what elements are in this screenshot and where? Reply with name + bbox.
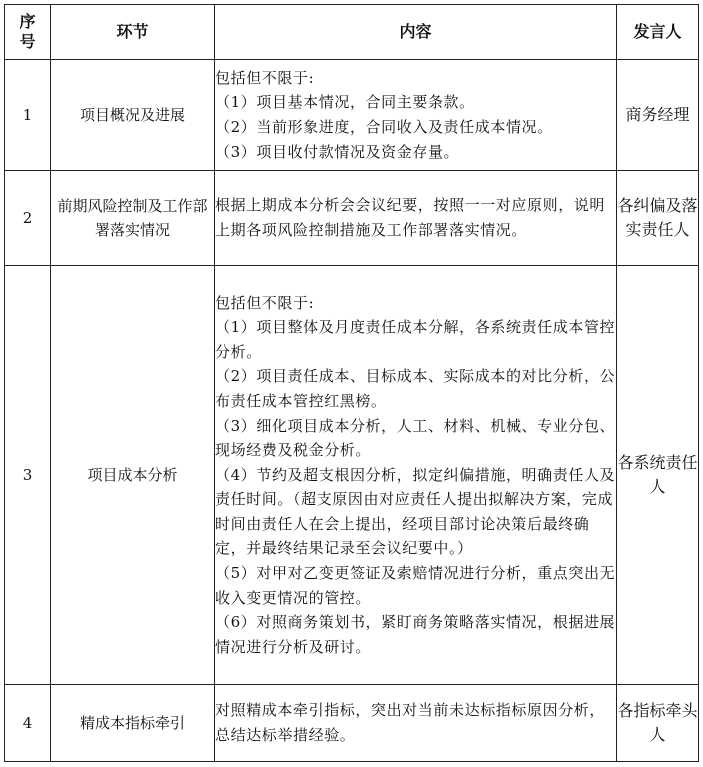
content-line: （1）项目基本情况，合同主要条款。 bbox=[215, 93, 475, 112]
table-row bbox=[5, 266, 699, 685]
table-row bbox=[5, 60, 699, 171]
content-line: 对照精成本牵引指标，突出对当前未达标指标原因分析，总结达标举措经验。 bbox=[215, 701, 606, 744]
header-row bbox=[5, 5, 699, 60]
row-no: 4 bbox=[5, 685, 51, 762]
content-line: （2）项目责任成本、目标成本、实际成本的对比分析，公布责任成本管控红黑榜。 bbox=[215, 367, 616, 410]
content-line: （5）对甲对乙变更签证及索赔情况进行分析，重点突出无收入变更情况的管控。 bbox=[215, 564, 616, 607]
table-row bbox=[5, 171, 699, 266]
content-line: （3）细化项目成本分析，人工、材料、机械、专业分包、现场经费及税金分析。 bbox=[215, 416, 616, 460]
row-content bbox=[215, 685, 617, 762]
header-speaker: 发言人 bbox=[617, 5, 699, 60]
row-speaker: 商务经理 bbox=[617, 60, 699, 171]
row-speaker: 各指标牵头人 bbox=[617, 685, 699, 762]
row-no: 2 bbox=[5, 171, 51, 266]
row-stage: 项目成本分析 bbox=[51, 266, 215, 685]
content-line: （3）项目收付款情况及资金存量。 bbox=[215, 142, 460, 161]
table-row bbox=[5, 685, 699, 762]
row-no: 3 bbox=[5, 266, 51, 685]
row-stage: 前期风险控制及工作部署落实情况 bbox=[51, 171, 215, 266]
agenda-table bbox=[4, 4, 699, 762]
row-content bbox=[215, 171, 617, 266]
row-stage: 项目概况及进展 bbox=[51, 60, 215, 171]
content-line: （1）项目整体及月度责任成本分解，各系统责任成本管控分析。 bbox=[215, 318, 616, 361]
content-line: （2）当前形象进度，合同收入及责任成本情况。 bbox=[215, 118, 553, 136]
header-content: 内容 bbox=[215, 5, 617, 60]
header-stage: 环节 bbox=[51, 5, 215, 60]
content-line: 根据上期成本分析会会议纪要，按照一一对应原则，说明上期各项风险控制措施及工作部署落实情况。 bbox=[215, 196, 606, 239]
row-stage: 精成本指标牵引 bbox=[51, 685, 215, 762]
row-content bbox=[215, 60, 617, 171]
content-line: （4）节约及超支根因分析，拟定纠偏措施，明确责任人及责任时间。（超支原因由对应责任人提出拟解决方案，完成时间由责任人在会上提出，经项目部讨论决策后最终确定，并最终结果记录至会议纪要中。） bbox=[215, 465, 616, 558]
content-line: 包括但不限于: bbox=[215, 68, 315, 87]
header-no: 序号 bbox=[5, 5, 51, 60]
row-speaker: 各纠偏及落实责任人 bbox=[617, 171, 699, 266]
row-content bbox=[215, 266, 617, 685]
row-speaker: 各系统责任人 bbox=[617, 266, 699, 685]
row-no: 1 bbox=[5, 60, 51, 171]
content-line: 包括但不限于: bbox=[215, 293, 315, 312]
content-line: （6）对照商务策划书，紧盯商务策略落实情况，根据进展情况进行分析及研讨。 bbox=[215, 613, 616, 656]
